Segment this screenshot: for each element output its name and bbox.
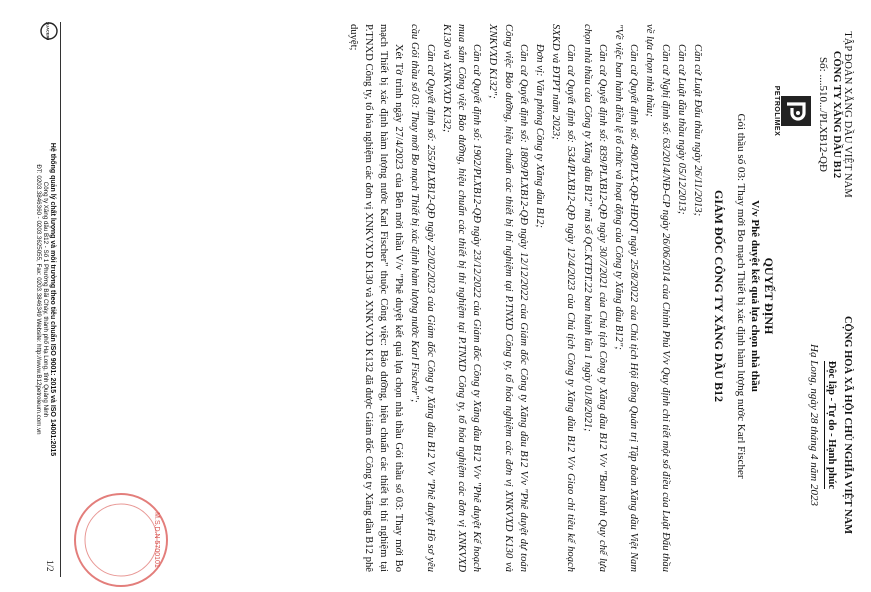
parent-company: TẬP ĐOÀN XĂNG DẦU VIỆT NAM xyxy=(842,31,853,198)
national-header xyxy=(808,275,853,575)
document-date: Hạ Long, ngày 28 tháng 4 năm 2023 xyxy=(808,344,820,506)
body-paragraph: Căn cứ Luật Đấu thầu ngày 26/11/2013; xyxy=(692,44,703,217)
body-paragraph: Đơn vị: Văn phòng Công ty Xăng dầu B12; xyxy=(533,44,545,228)
body-paragraph: Xét Tờ trình ngày 27/4/2023 của Bên mời thầu V/v "Phê duyệt kết quả lựa chọn nhà thầu Gói thầu số 03: Thay mới Bo mạch Thiết bị xác định hàm lượng nước Karl Fischer" thuộc Công việc: Bảo dưỡng, hiệu chuẩn các thiết bị thí nghiệm tại P.TNXD Công ty, tổ hóa nghiệm các đơn vị XNKVXD K130 và XNKVXD K132 đã được Giám đốc Công ty Xăng dầu B12 phê duyệt; xyxy=(347,24,405,572)
package-name: Gói thầu số 03: Thay mới Bo mạch Thiết bị xác định hàm lượng nước Karl Fischer xyxy=(735,113,747,479)
footer-address: Công ty Xăng dầu B12 - Số 1 Phường Bãi Cháy, thành phố Hạ Long, tỉnh Quảng Ninh xyxy=(42,181,49,418)
national-motto: Độc lập - Tự do - Hạnh phúc xyxy=(826,360,837,490)
footer-divider xyxy=(60,22,61,577)
body-paragraph: Căn cứ Quyết định số: 1809/PLXB12-QĐ ngày 12/12/2022 của Giám đốc Công ty Xăng dầu B12 V/v "Phê duyệt dự toán Công việc Bảo dưỡng, hiệu chuẩn các thiết bị thí nghiệm tại P.TNXD Công ty, tổ hóa nghiệm các đơn vị XNKVXD K130 và XNKVXD K132"; xyxy=(487,24,529,572)
authority-title: GIÁM ĐỐC CÔNG TY XĂNG DẦU B12 xyxy=(712,189,726,402)
document-number: Số: ....510.../PLXB12-QĐ xyxy=(817,57,829,172)
logo-caption: PETROLIMEX xyxy=(773,85,780,137)
body-paragraph: Căn cứ Nghị định số: 63/2014/NĐ-CP ngày 26/06/2014 của Chính Phủ V/v Quy định chi tiết một số điều của Luật Đấu thầu về lựa chọn nhà thầu; xyxy=(644,24,671,572)
seal-text: M.S.D.N 5700101 xyxy=(153,512,160,568)
petrolimex-logo-icon xyxy=(781,96,811,126)
decision-title: QUYẾT ĐỊNH xyxy=(762,257,776,335)
body-paragraph: Căn cứ Luật đầu thầu ngày 05/12/2013; xyxy=(675,44,687,215)
decision-subject: V/v Phê duyệt kết quả lựa chọn nhà thầu xyxy=(749,200,761,392)
company-name: CÔNG TY XĂNG DẦU B12 xyxy=(831,50,842,179)
body-paragraph: Căn cứ Quyết định số: 1902/PLXB12-QĐ ngày 23/12/2022 của Giám đốc Công ty Xăng dầu B12 V/v "Phê duyệt Kế hoạch mua sắm Công việc Bảo dưỡng, hiệu chuẩn các thiết bị thí nghiệm tại P.TNXD Công ty, tổ hóa nghiệm các đơn vị XNKVXD K130 và XNKVXD K132; xyxy=(440,24,483,572)
national-title: CỘNG HOÀ XÃ HỘI CHỦ NGHĨA VIỆT NAM xyxy=(842,315,853,535)
footer-contact: ĐT: 0203.3846360 - 0203.3625055, Fax: 0203.3846349 Website: http://www.B12petroleum.com.vn xyxy=(35,164,42,435)
seal-icon xyxy=(71,490,171,590)
page-number: 1/2 xyxy=(45,560,55,572)
body-paragraph: Căn cứ Quyết định số: 534/PLXB12-QĐ ngày 12/4/2023 của Chủ tịch Công ty Xăng dầu B12 V/v Giao chỉ tiêu kế hoạch SXKD và ĐTPT năm 2023; xyxy=(550,24,577,572)
body-paragraph: Căn cứ Quyết định số: 255/PLXB12-QĐ ngày 22/02/2023 của Giám đốc Công ty Xăng dầu B12 V/v "Phê duyệt Hồ sơ yêu cầu Gói thầu số 03: Thay mới Bo mạch Thiết bị xác định hàm lượng nước Karl Fischer"; xyxy=(409,24,436,572)
company-seal xyxy=(66,490,171,590)
body-paragraph: Căn cứ Quyết định số: 839/PLXB12-QĐ ngày 30/7/2021 của Chủ tịch Công ty Xăng dầu B12 V/v "Ban hành Quy chế lựa chọn nhà thầu của Công ty Xăng dầu B12" mã số QC.KTĐT.22 ban hành lần 1 ngày 01/8/2021; xyxy=(581,24,608,572)
iso-badge-text: QUACERT xyxy=(45,22,51,40)
issuer-header xyxy=(817,12,853,217)
footer-certification: Hệ thống quản lý chất lượng và môi trường theo tiêu chuẩn ISO 9001: 2015 và ISO 14001:2015 xyxy=(49,142,56,457)
petrolimex-logo xyxy=(773,82,811,140)
decision-body xyxy=(344,24,705,572)
body-paragraph: Căn cứ Quyết định số: 490/PLX-QĐ-HĐQT ngày 25/8/2022 của Chủ tịch Hội đồng Quản trị Tập đoàn Xăng dầu Việt Nam "Về việc ban hành điều lệ tổ chức và hoạt động của Công ty Xăng dầu B12"; xyxy=(612,24,640,572)
page-footer xyxy=(35,22,56,577)
